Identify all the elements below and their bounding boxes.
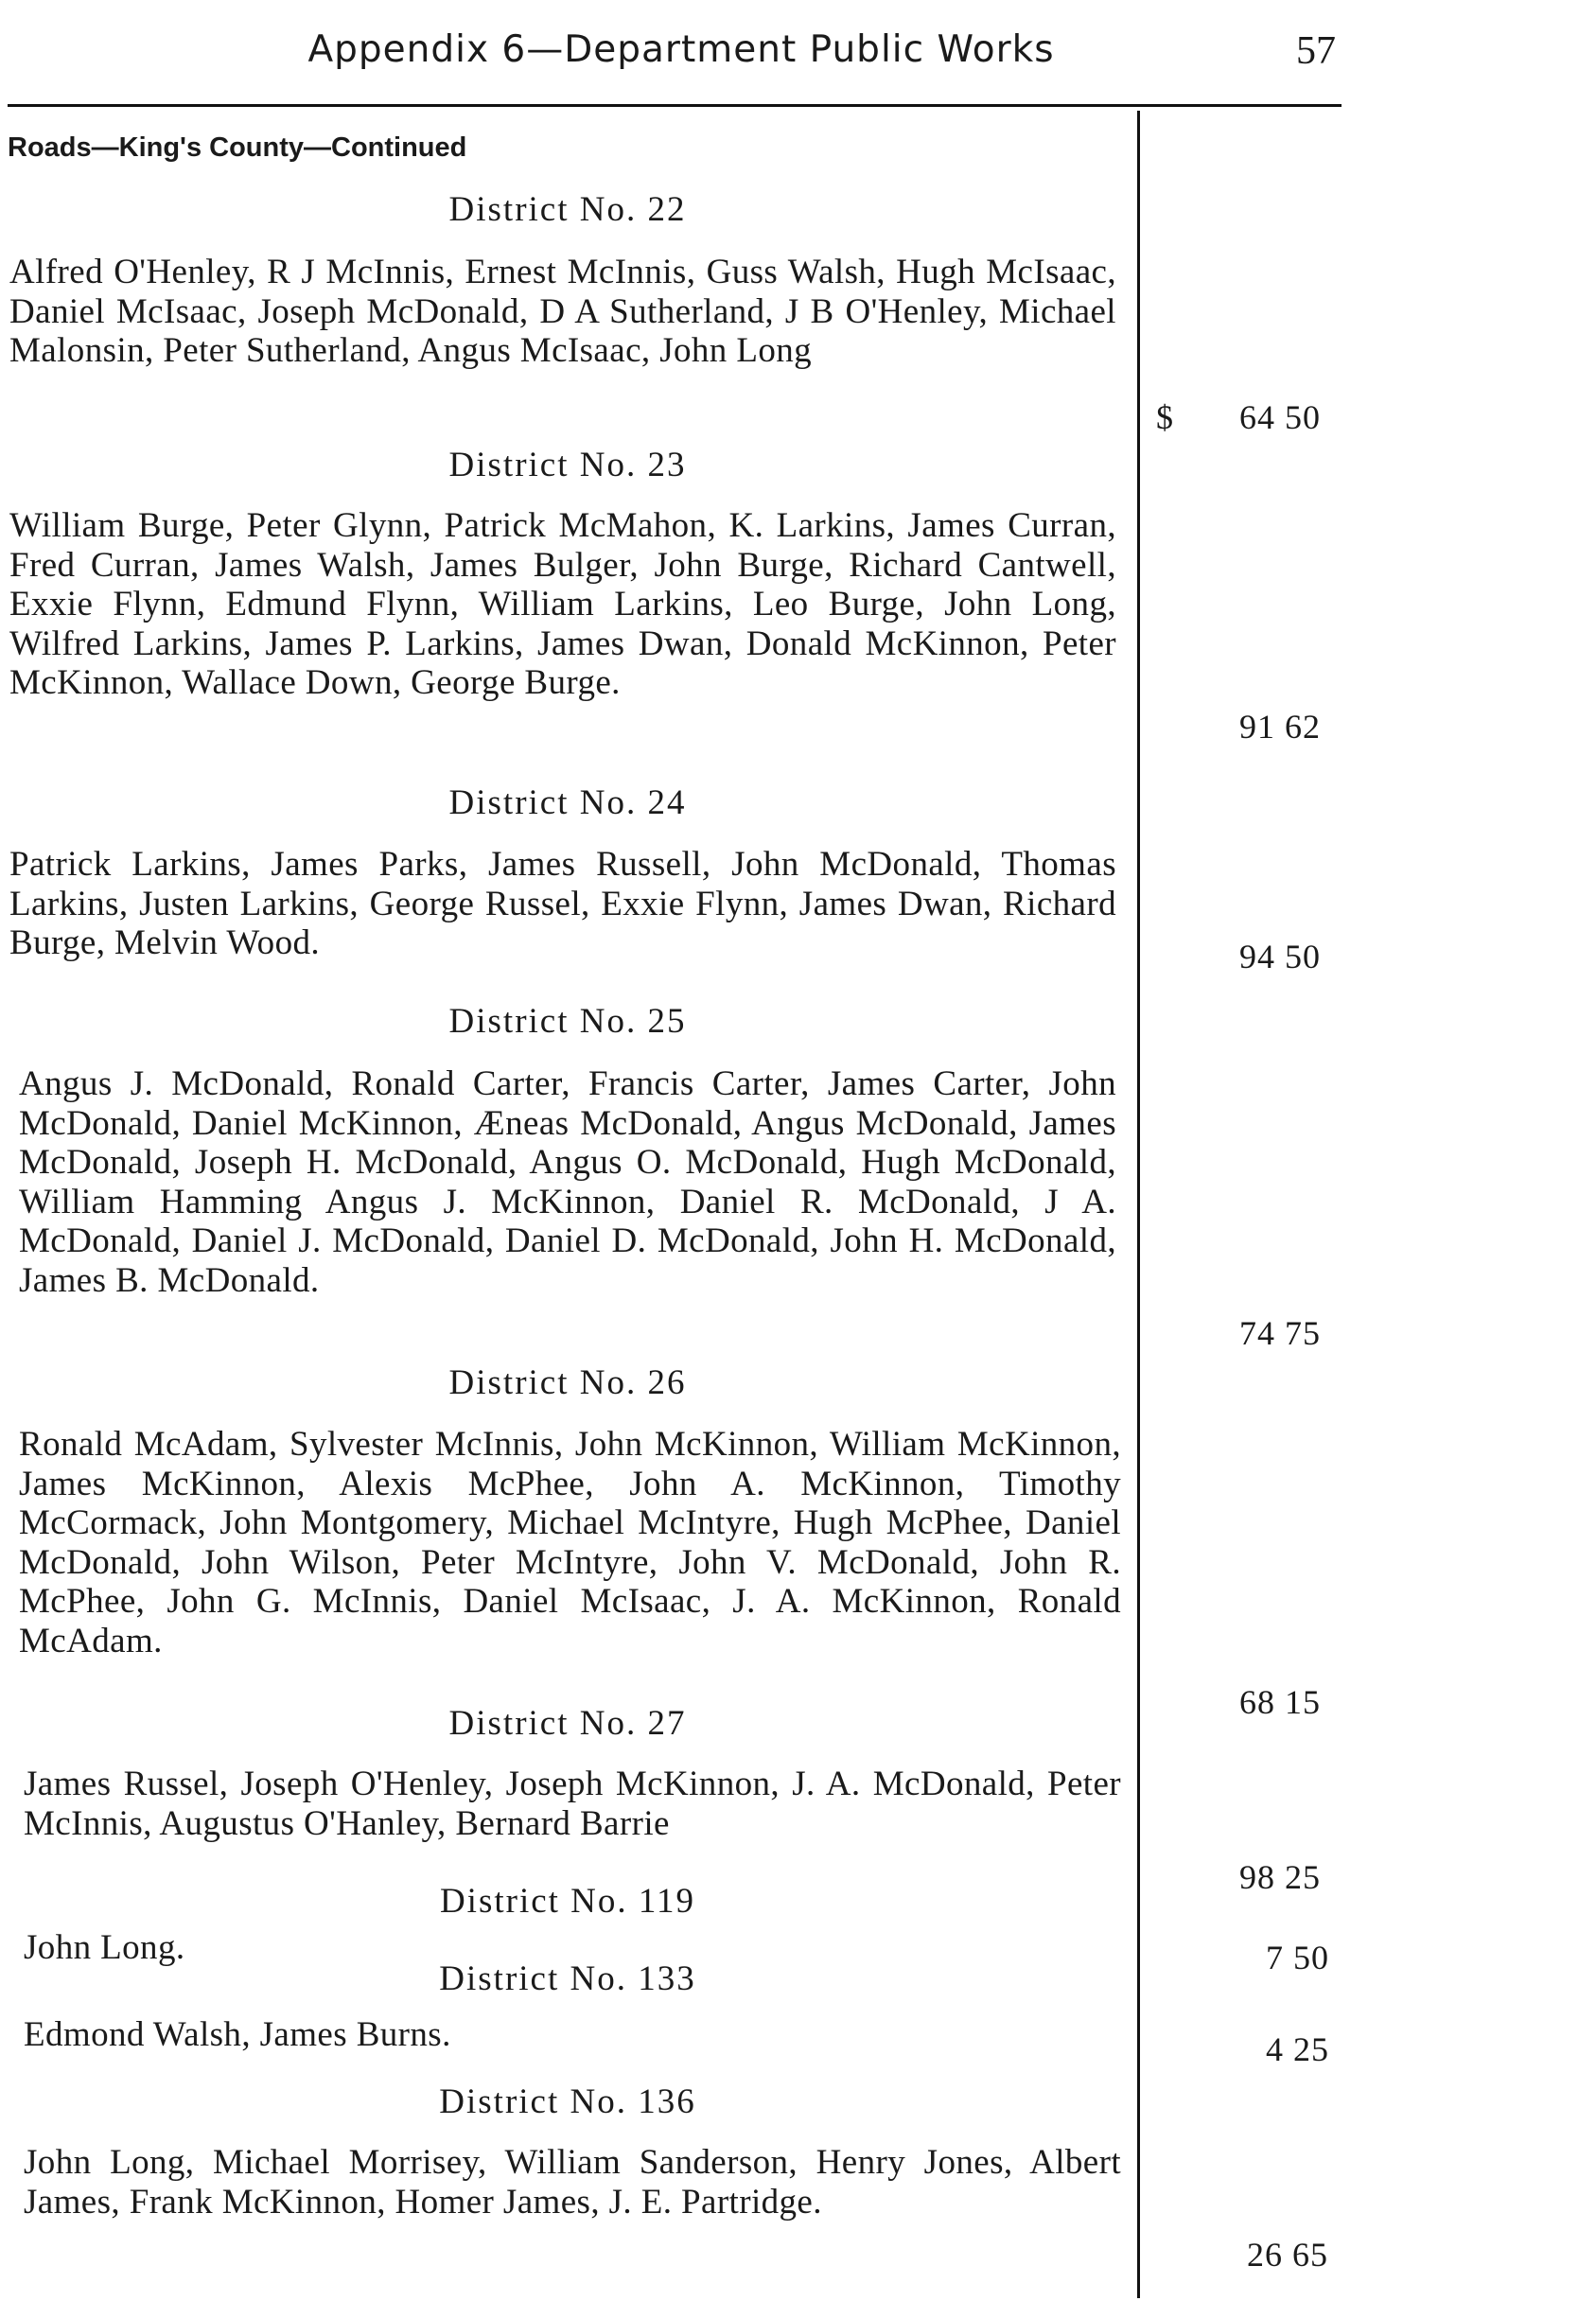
district-names: Edmond Walsh, James Burns. [24,2015,451,2054]
district-amount: 4 25 [1266,2030,1329,2068]
district-heading: District No. 26 [448,1363,687,1402]
district-names: Alfred O'Henley, R J McInnis, Ernest McInnis, Guss Walsh, Hugh McIsaac, Daniel McIsaac, Joseph McDonald, D A Sutherland, J B O'Henley, Michael Malonsin, Peter Sutherland, Angus McIsaac, John Long [9,253,1116,370]
district-heading: District No. 136 [439,2082,696,2121]
district-names: William Burge, Peter Glynn, Patrick McMahon, K. Larkins, James Curran, Fred Curran, James Walsh, James Bulger, John Burge, Richard Cantwell, Exxie Flynn, Edmund Flynn, William Larkins, Leo Burge, John Long, Wilfred Larkins, James P. Larkins, James Dwan, Donald McKinnon, Peter McKinnon, Wallace Down, George Burge. [9,506,1116,702]
amount-column-rule [1137,111,1140,2298]
district-heading: District No. 27 [448,1704,687,1743]
district-heading: District No. 23 [448,446,687,484]
district-amount: 91 62 [1239,708,1321,746]
district-amount: 74 75 [1239,1314,1321,1352]
running-title: Appendix 6—Department Public Works [307,28,1055,71]
page-number: 57 [1296,29,1336,73]
district-amount: 26 65 [1247,2236,1328,2274]
header-rule [8,104,1342,107]
district-heading: District No. 24 [448,783,687,822]
district-names: Patrick Larkins, James Parks, James Russell, John McDonald, Thomas Larkins, Justen Larkins, George Russel, Exxie Flynn, James Dwan, Richard Burge, Melvin Wood. [9,845,1116,962]
district-amount: 94 50 [1239,938,1321,975]
district-names: John Long. [24,1928,185,1967]
district-names: Angus J. McDonald, Ronald Carter, Francis Carter, James Carter, John McDonald, Daniel McKinnon, Æneas McDonald, Angus McDonald, James McDonald, Joseph H. McDonald, Angus O. McDonald, Hugh McDonald, William Hamming Angus J. McKinnon, Daniel R. McDonald, J A. McDonald, Daniel J. McDonald, Daniel D. McDonald, John H. McDonald, James B. McDonald. [19,1064,1116,1300]
district-amount: 68 15 [1239,1683,1321,1721]
district-heading: District No. 22 [448,190,687,229]
district-heading: District No. 25 [448,1002,687,1041]
district-heading: District No. 133 [439,1959,696,1998]
district-heading: District No. 119 [439,1882,696,1921]
district-amount: 7 50 [1266,1939,1329,1976]
district-names: James Russel, Joseph O'Henley, Joseph McKinnon, J. A. McDonald, Peter McInnis, Augustus O'Hanley, Bernard Barrie [24,1765,1121,1843]
running-header [0,28,1596,85]
district-names: John Long, Michael Morrisey, William Sanderson, Henry Jones, Albert James, Frank McKinnon, Homer James, J. E. Partridge. [24,2143,1121,2222]
currency-symbol: $ [1156,398,1173,436]
district-amount: 64 50 [1239,398,1321,436]
district-names: Ronald McAdam, Sylvester McInnis, John McKinnon, William McKinnon, James McKinnon, Alexis McPhee, John A. McKinnon, Timothy McCormack, John Montgomery, Michael McIntyre, Hugh McPhee, Daniel McDonald, John Wilson, Peter McIntyre, John V. McDonald, John R. McPhee, John G. McInnis, Daniel McIsaac, J. A. McKinnon, Ronald McAdam. [19,1425,1121,1660]
district-amount: 98 25 [1239,1858,1321,1896]
section-title: Roads—King's County—Continued [8,132,467,163]
